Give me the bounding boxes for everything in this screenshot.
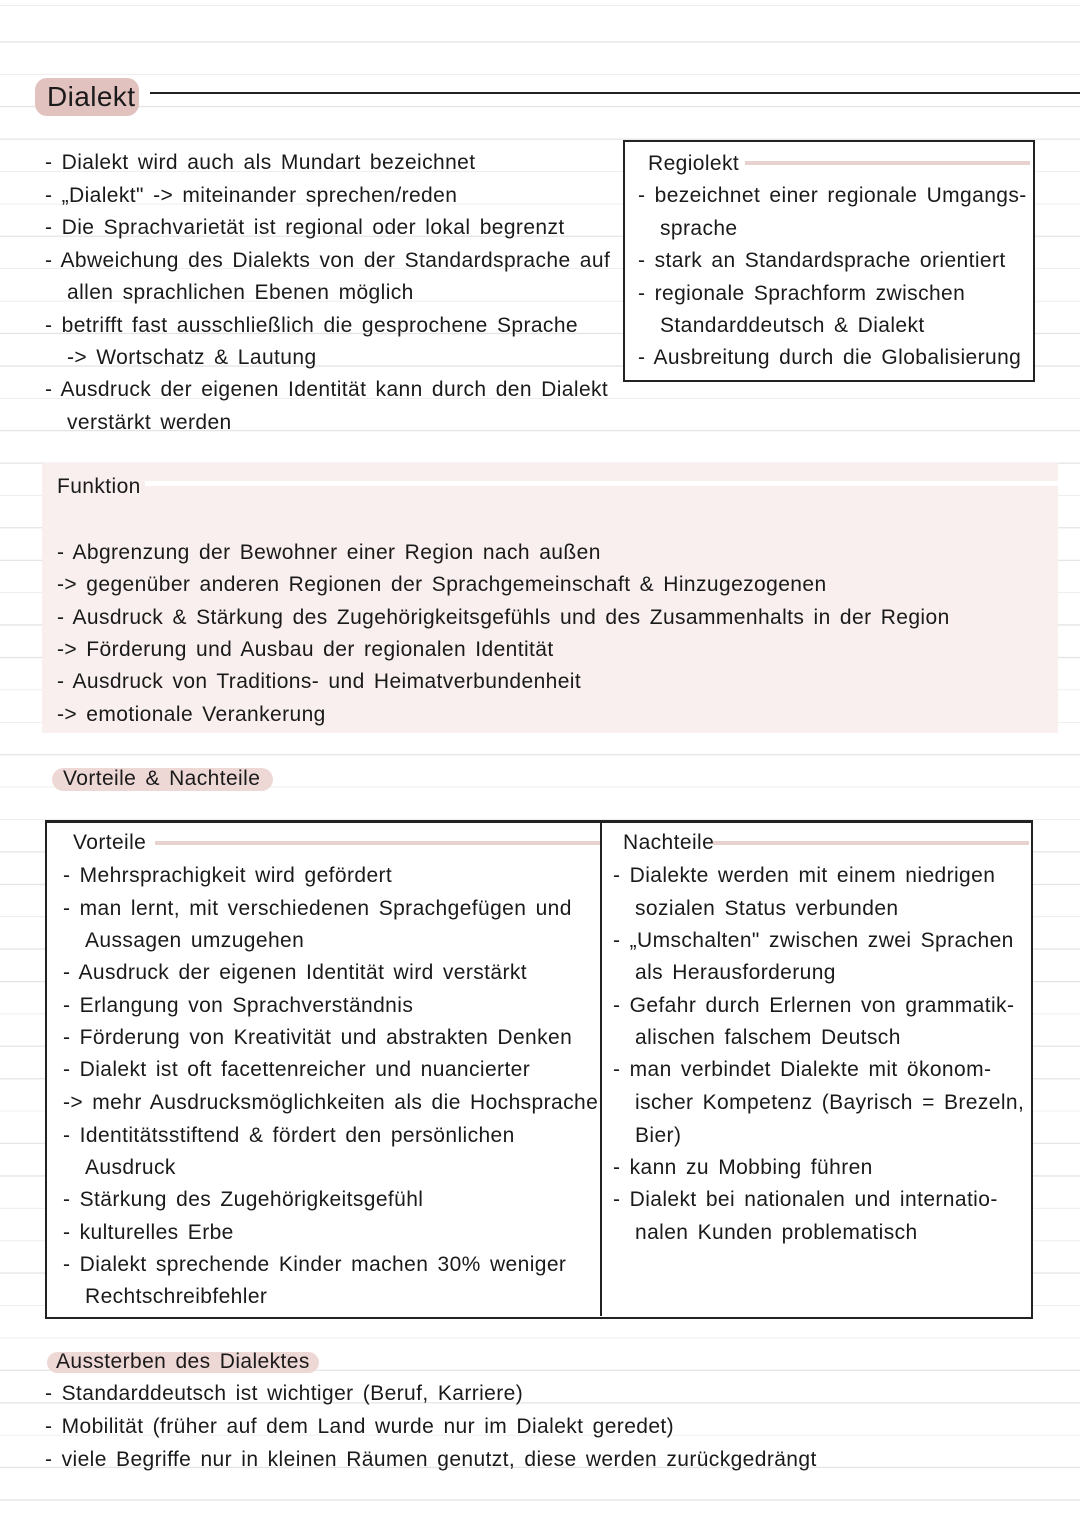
funktion-heading: Funktion xyxy=(57,475,141,498)
list-item: -> emotionale Verankerung xyxy=(57,703,326,726)
list-item: Bier) xyxy=(635,1124,682,1147)
list-item: Standarddeutsch & Dialekt xyxy=(660,314,925,337)
list-item: - Abgrenzung der Bewohner einer Region nach außen xyxy=(57,541,601,564)
list-item: - man verbindet Dialekte mit ökonom- xyxy=(613,1058,992,1081)
list-item: -> Wortschatz & Lautung xyxy=(67,346,317,369)
list-item: - Dialekte werden mit einem niedrigen xyxy=(613,864,996,887)
list-item: - Ausdruck der eigenen Identität kann durch den Dialekt xyxy=(45,378,609,401)
list-item: nalen Kunden problematisch xyxy=(635,1221,918,1244)
list-item: - Ausdruck von Traditions- und Heimatverbundenheit xyxy=(57,670,582,693)
heading-underline xyxy=(155,841,600,845)
list-item: - kann zu Mobbing führen xyxy=(613,1156,873,1179)
list-item: - Identitätsstiftend & fördert den persönlichen xyxy=(63,1124,515,1147)
list-item: - Stärkung des Zugehörigkeitsgefühl xyxy=(63,1188,424,1211)
list-item: -> Förderung und Ausbau der regionalen Identität xyxy=(57,638,554,661)
list-item: als Herausforderung xyxy=(635,961,836,984)
vorteile-nachteile-heading: Vorteile & Nachteile xyxy=(63,767,261,790)
heading-underline xyxy=(713,841,1029,845)
list-item: - kulturelles Erbe xyxy=(63,1221,234,1244)
list-item: - bezeichnet einer regionale Umgangs- xyxy=(638,184,1027,207)
list-item: - Gefahr durch Erlernen von grammatik- xyxy=(613,994,1015,1017)
title-underline xyxy=(150,92,1080,94)
list-item: Aussagen umzugehen xyxy=(85,929,305,952)
list-item: - regionale Sprachform zwischen xyxy=(638,282,966,305)
list-item: sprache xyxy=(660,217,738,240)
list-item: - Standarddeutsch ist wichtiger (Beruf, Karriere) xyxy=(45,1382,524,1405)
list-item: ischer Kompetenz (Bayrisch = Brezeln, xyxy=(635,1091,1025,1114)
list-item: - Dialekt bei nationalen und internatio- xyxy=(613,1188,998,1211)
aussterben-heading: Aussterben des Dialektes xyxy=(56,1350,310,1373)
list-item: -> gegenüber anderen Regionen der Sprachgemeinschaft & Hinzugezogenen xyxy=(57,573,827,596)
list-item: - Abweichung des Dialekts von der Standardsprache auf xyxy=(45,249,611,272)
nachteile-heading: Nachteile xyxy=(623,831,715,854)
list-item: - betrifft fast ausschließlich die gesprochene Sprache xyxy=(45,314,578,337)
list-item: - Ausdruck der eigenen Identität wird verstärkt xyxy=(63,961,528,984)
list-item: - man lernt, mit verschiedenen Sprachgefügen und xyxy=(63,897,572,920)
page-title: Dialekt xyxy=(47,81,136,112)
list-item: -> mehr Ausdrucksmöglichkeiten als die Hochsprache xyxy=(63,1091,599,1114)
heading-underline xyxy=(145,481,1058,486)
list-item: - Mehrsprachigkeit wird gefördert xyxy=(63,864,393,887)
list-item: - „Umschalten" zwischen zwei Sprachen xyxy=(613,929,1014,952)
list-item: - Dialekt ist oft facettenreicher und nuancierter xyxy=(63,1058,531,1081)
list-item: sozialen Status verbunden xyxy=(635,897,899,920)
list-item: verstärkt werden xyxy=(67,411,232,434)
list-item: - Förderung von Kreativität und abstrakten Denken xyxy=(63,1026,573,1049)
list-item: - Die Sprachvarietät ist regional oder lokal begrenzt xyxy=(45,216,565,239)
list-item: Ausdruck xyxy=(85,1156,176,1179)
list-item: - Dialekt sprechende Kinder machen 30% weniger xyxy=(63,1253,567,1276)
list-item: alischen falschem Deutsch xyxy=(635,1026,901,1049)
list-item: - „Dialekt" -> miteinander sprechen/reden xyxy=(45,184,458,207)
list-item: - Erlangung von Sprachverständnis xyxy=(63,994,414,1017)
table-divider xyxy=(600,820,602,1316)
regiolekt-heading: Regiolekt xyxy=(648,152,740,175)
vorteile-heading: Vorteile xyxy=(73,831,147,854)
heading-underline xyxy=(745,161,1030,165)
list-item: - Ausbreitung durch die Globalisierung xyxy=(638,346,1022,369)
list-item: - Ausdruck & Stärkung des Zugehörigkeitsgefühls und des Zusammenhalts in der Region xyxy=(57,606,950,629)
list-item: Rechtschreibfehler xyxy=(85,1285,268,1308)
list-item: - viele Begriffe nur in kleinen Räumen genutzt, diese werden zurückgedrängt xyxy=(45,1448,817,1471)
list-item: - stark an Standardsprache orientiert xyxy=(638,249,1006,272)
list-item: - Dialekt wird auch als Mundart bezeichnet xyxy=(45,151,476,174)
list-item: allen sprachlichen Ebenen möglich xyxy=(67,281,414,304)
list-item: - Mobilität (früher auf dem Land wurde nur im Dialekt geredet) xyxy=(45,1415,675,1438)
